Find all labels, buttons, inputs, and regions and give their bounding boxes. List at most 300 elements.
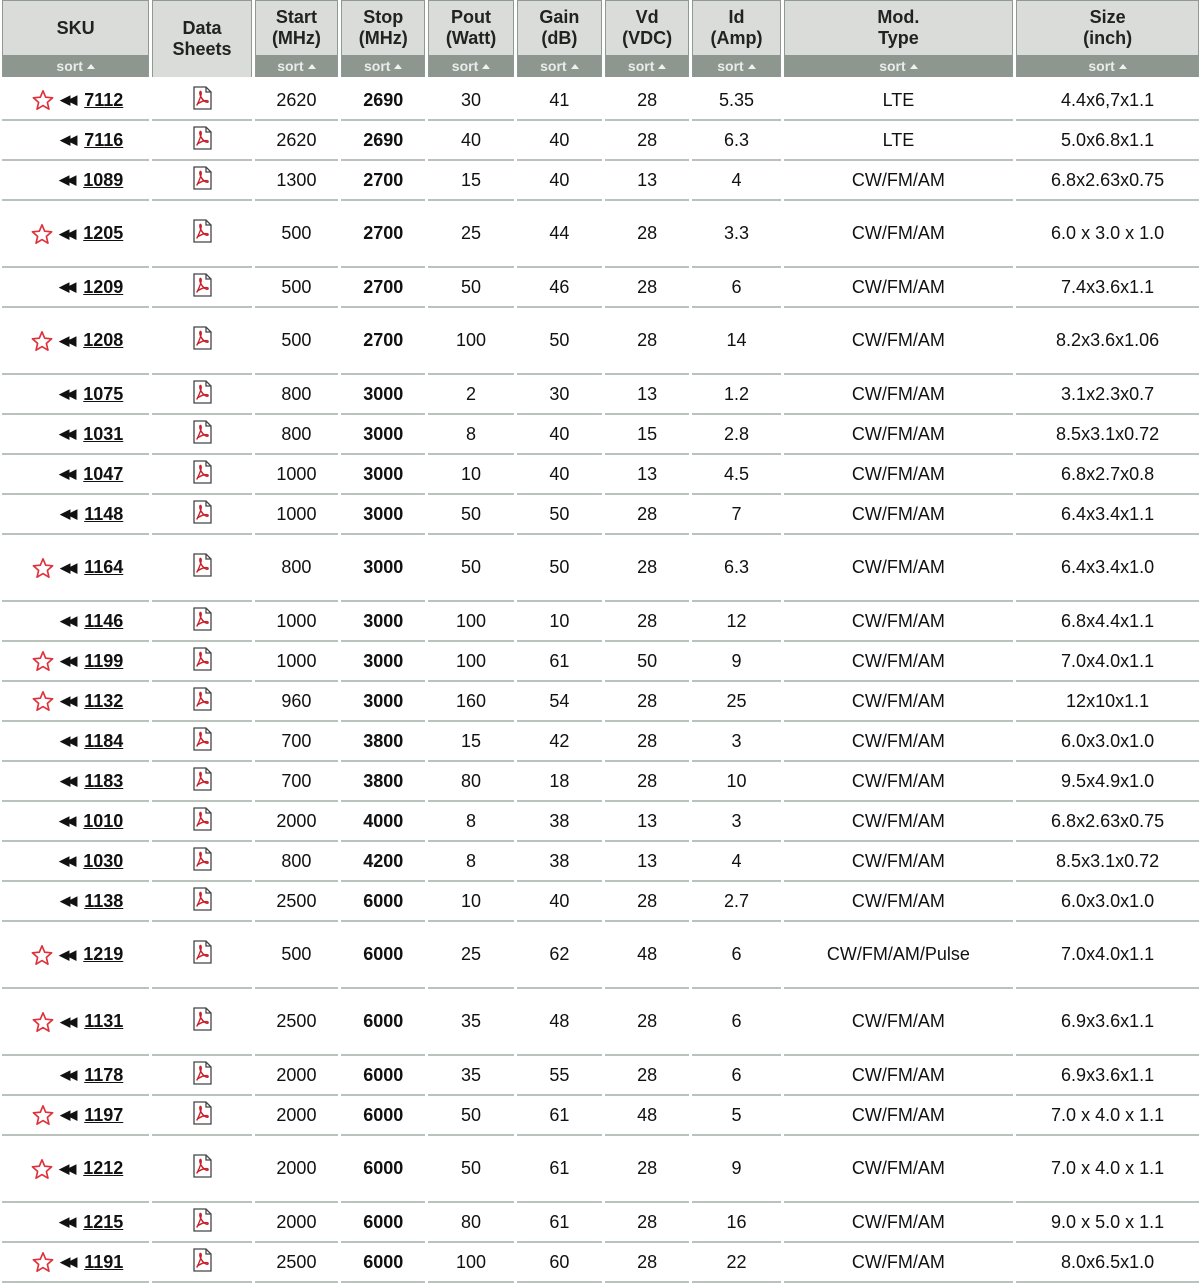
sku-link[interactable]: 1010 bbox=[83, 810, 124, 831]
column-header-label: Id bbox=[728, 7, 745, 27]
double-left-arrow-icon[interactable]: ◀◀ bbox=[60, 1254, 75, 1269]
data-sheet-cell bbox=[152, 1136, 252, 1203]
gain-cell: 40 bbox=[517, 161, 602, 201]
pdf-icon[interactable] bbox=[191, 326, 213, 350]
size-cell: 8.0x6.5x1.0 bbox=[1016, 1243, 1199, 1283]
start-cell: 500 bbox=[255, 268, 338, 308]
stop-cell: 6000 bbox=[341, 1243, 425, 1283]
table-row bbox=[2, 415, 1199, 455]
mod-cell: CW/FM/AM bbox=[784, 722, 1014, 762]
mod-cell: LTE bbox=[784, 121, 1014, 161]
table-row bbox=[2, 495, 1199, 535]
table-row bbox=[2, 602, 1199, 642]
id-cell: 25 bbox=[692, 682, 780, 722]
stop-cell: 6000 bbox=[341, 882, 425, 922]
data-sheet-cell bbox=[152, 201, 252, 268]
pout-cell: 160 bbox=[428, 682, 513, 722]
id-cell: 22 bbox=[692, 1243, 780, 1283]
stop-cell: 3000 bbox=[341, 682, 425, 722]
gain-cell: 61 bbox=[517, 1203, 602, 1243]
sku-cell bbox=[2, 922, 149, 989]
vd-cell: 13 bbox=[605, 161, 689, 201]
mod-cell: CW/FM/AM bbox=[784, 642, 1014, 682]
start-cell: 500 bbox=[255, 201, 338, 268]
double-left-arrow-icon[interactable]: ◀◀ bbox=[59, 813, 74, 828]
vd-cell: 13 bbox=[605, 375, 689, 415]
column-header-label: (dB) bbox=[541, 28, 578, 48]
start-cell: 1000 bbox=[255, 642, 338, 682]
sort-sku-button[interactable] bbox=[3, 55, 148, 77]
stop-cell: 6000 bbox=[341, 922, 425, 989]
gain-cell: 48 bbox=[517, 989, 602, 1056]
gain-cell: 40 bbox=[517, 415, 602, 455]
sku-link[interactable]: 1138 bbox=[84, 890, 124, 911]
gain-cell: 44 bbox=[517, 201, 602, 268]
sku-cell bbox=[2, 882, 149, 922]
stop-cell: 6000 bbox=[341, 1056, 425, 1096]
sku-link[interactable]: 1131 bbox=[84, 1011, 124, 1031]
double-left-arrow-icon[interactable]: ◀◀ bbox=[59, 426, 74, 441]
table-row bbox=[2, 201, 1199, 268]
gain-cell: 41 bbox=[517, 81, 602, 121]
start-cell: 1000 bbox=[255, 455, 338, 495]
star-icon[interactable] bbox=[32, 557, 54, 579]
pdf-icon[interactable] bbox=[191, 1208, 213, 1232]
pdf-icon[interactable] bbox=[191, 727, 213, 751]
sku-link[interactable]: 7116 bbox=[84, 129, 124, 150]
double-left-arrow-icon[interactable]: ◀◀ bbox=[60, 559, 75, 575]
pdf-icon[interactable] bbox=[191, 767, 213, 791]
pout-cell: 100 bbox=[428, 602, 513, 642]
double-left-arrow-icon[interactable]: ◀◀ bbox=[59, 1214, 74, 1229]
pdf-icon[interactable] bbox=[191, 1007, 213, 1031]
sku-link[interactable]: 1164 bbox=[84, 557, 124, 577]
sku-link[interactable]: 1178 bbox=[84, 1064, 124, 1085]
star-icon[interactable] bbox=[31, 944, 53, 966]
double-left-arrow-icon[interactable]: ◀◀ bbox=[60, 733, 75, 748]
mod-cell: CW/FM/AM bbox=[784, 201, 1014, 268]
sku-cell bbox=[2, 1056, 149, 1096]
double-left-arrow-icon[interactable]: ◀◀ bbox=[60, 1067, 75, 1082]
sku-link[interactable]: 1047 bbox=[83, 463, 124, 484]
pdf-icon[interactable] bbox=[191, 1101, 213, 1125]
double-left-arrow-icon[interactable]: ◀◀ bbox=[60, 773, 75, 788]
id-cell: 9 bbox=[692, 642, 780, 682]
sort-ascending-icon bbox=[394, 64, 402, 69]
pdf-icon[interactable] bbox=[191, 1248, 213, 1272]
mod-cell: LTE bbox=[784, 81, 1014, 121]
data-sheet-cell bbox=[152, 882, 252, 922]
table-body bbox=[2, 81, 1199, 1283]
column-header-label: Data bbox=[182, 18, 222, 38]
data-sheet-cell bbox=[152, 642, 252, 682]
mod-cell: CW/FM/AM bbox=[784, 308, 1014, 375]
vd-cell: 28 bbox=[605, 268, 689, 308]
table-row bbox=[2, 81, 1199, 121]
table-row bbox=[2, 455, 1199, 495]
mod-cell: CW/FM/AM bbox=[784, 1243, 1014, 1283]
sku-cell bbox=[2, 762, 149, 802]
data-sheet-cell bbox=[152, 682, 252, 722]
table-row bbox=[2, 1136, 1199, 1203]
sku-link[interactable]: 1075 bbox=[83, 383, 124, 404]
pdf-icon[interactable] bbox=[191, 219, 213, 243]
size-cell: 4.4x6,7x1.1 bbox=[1016, 81, 1199, 121]
sort-start-button[interactable] bbox=[256, 55, 337, 77]
sort-id-button[interactable] bbox=[693, 55, 779, 77]
double-left-arrow-icon[interactable]: ◀◀ bbox=[60, 1013, 75, 1029]
double-left-arrow-icon[interactable]: ◀◀ bbox=[60, 132, 75, 147]
vd-cell: 28 bbox=[605, 81, 689, 121]
column-header-label: Type bbox=[878, 28, 919, 48]
vd-cell: 28 bbox=[605, 1243, 689, 1283]
stop-cell: 3000 bbox=[341, 455, 425, 495]
start-cell: 2620 bbox=[255, 81, 338, 121]
mod-cell: CW/FM/AM bbox=[784, 1203, 1014, 1243]
sort-stop-button[interactable] bbox=[342, 55, 424, 77]
pout-cell: 50 bbox=[428, 535, 513, 602]
sku-link[interactable]: 1215 bbox=[83, 1211, 124, 1232]
star-icon[interactable] bbox=[31, 223, 53, 245]
sku-link[interactable]: 1031 bbox=[83, 423, 124, 444]
double-left-arrow-icon[interactable]: ◀◀ bbox=[59, 946, 74, 962]
mod-cell: CW/FM/AM bbox=[784, 1056, 1014, 1096]
vd-cell: 28 bbox=[605, 882, 689, 922]
sku-cell bbox=[2, 495, 149, 535]
header-row bbox=[2, 0, 1199, 77]
id-cell: 3 bbox=[692, 802, 780, 842]
size-cell: 8.5x3.1x0.72 bbox=[1016, 842, 1199, 882]
column-header-label: Start bbox=[275, 7, 317, 27]
pout-cell: 80 bbox=[428, 762, 513, 802]
double-left-arrow-icon[interactable]: ◀◀ bbox=[59, 172, 74, 187]
data-sheet-cell bbox=[152, 495, 252, 535]
mod-cell: CW/FM/AM bbox=[784, 495, 1014, 535]
id-cell: 3.3 bbox=[692, 201, 780, 268]
double-left-arrow-icon[interactable]: ◀◀ bbox=[59, 279, 74, 294]
data-sheet-cell bbox=[152, 1203, 252, 1243]
size-cell: 6.8x2.63x0.75 bbox=[1016, 802, 1199, 842]
start-cell: 1300 bbox=[255, 161, 338, 201]
stop-cell: 2690 bbox=[341, 121, 425, 161]
double-left-arrow-icon[interactable]: ◀◀ bbox=[60, 613, 75, 628]
gain-cell: 60 bbox=[517, 1243, 602, 1283]
data-sheet-cell bbox=[152, 1243, 252, 1283]
data-sheet-cell bbox=[152, 989, 252, 1056]
pout-cell: 35 bbox=[428, 989, 513, 1056]
data-sheet-cell bbox=[152, 455, 252, 495]
double-left-arrow-icon[interactable]: ◀◀ bbox=[59, 386, 74, 401]
size-cell: 7.4x3.6x1.1 bbox=[1016, 268, 1199, 308]
sku-link[interactable]: 1219 bbox=[83, 944, 124, 964]
id-cell: 6.3 bbox=[692, 535, 780, 602]
pout-cell: 15 bbox=[428, 161, 513, 201]
pdf-icon[interactable] bbox=[191, 420, 213, 444]
sku-link[interactable]: 1191 bbox=[84, 1251, 124, 1272]
pout-cell: 10 bbox=[428, 882, 513, 922]
pdf-icon[interactable] bbox=[191, 273, 213, 297]
mod-cell: CW/FM/AM bbox=[784, 682, 1014, 722]
id-cell: 3 bbox=[692, 722, 780, 762]
id-cell: 5.35 bbox=[692, 81, 780, 121]
size-cell: 5.0x6.8x1.1 bbox=[1016, 121, 1199, 161]
column-header-gain bbox=[517, 0, 602, 77]
start-cell: 500 bbox=[255, 308, 338, 375]
column-header-label: (MHz) bbox=[271, 28, 321, 48]
pdf-icon[interactable] bbox=[191, 126, 213, 150]
pout-cell: 30 bbox=[428, 81, 513, 121]
sku-link[interactable]: 1089 bbox=[83, 169, 124, 190]
vd-cell: 50 bbox=[605, 642, 689, 682]
size-cell: 12x10x1.1 bbox=[1016, 682, 1199, 722]
pdf-icon[interactable] bbox=[191, 166, 213, 190]
column-header-label: (Amp) bbox=[710, 28, 763, 48]
pdf-icon[interactable] bbox=[191, 553, 213, 577]
sku-cell bbox=[2, 602, 149, 642]
stop-cell: 6000 bbox=[341, 1203, 425, 1243]
double-left-arrow-icon[interactable]: ◀◀ bbox=[60, 653, 75, 668]
size-cell: 6.9x3.6x1.1 bbox=[1016, 1056, 1199, 1096]
vd-cell: 28 bbox=[605, 535, 689, 602]
column-header-label: Gain bbox=[539, 7, 580, 27]
pdf-icon[interactable] bbox=[191, 500, 213, 524]
sku-link[interactable]: 1205 bbox=[83, 223, 124, 243]
gain-cell: 61 bbox=[517, 1136, 602, 1203]
start-cell: 700 bbox=[255, 762, 338, 802]
sort-ascending-icon bbox=[658, 64, 666, 69]
sku-cell bbox=[2, 722, 149, 762]
column-header-label: Vd bbox=[635, 7, 659, 27]
pdf-icon[interactable] bbox=[191, 86, 213, 110]
column-header-label: (VDC) bbox=[622, 28, 673, 48]
sort-label: sort bbox=[879, 58, 906, 74]
column-header-label: (Watt) bbox=[445, 28, 497, 48]
star-icon[interactable] bbox=[31, 1158, 53, 1180]
table-row bbox=[2, 375, 1199, 415]
mod-cell: CW/FM/AM bbox=[784, 989, 1014, 1056]
gain-cell: 54 bbox=[517, 682, 602, 722]
pdf-icon[interactable] bbox=[191, 607, 213, 631]
pdf-icon[interactable] bbox=[191, 460, 213, 484]
data-sheet-cell bbox=[152, 375, 252, 415]
star-icon[interactable] bbox=[32, 690, 54, 712]
sku-cell bbox=[2, 535, 149, 602]
id-cell: 16 bbox=[692, 1203, 780, 1243]
pdf-icon[interactable] bbox=[191, 807, 213, 831]
star-icon[interactable] bbox=[32, 1251, 54, 1273]
table-row bbox=[2, 842, 1199, 882]
column-header-id bbox=[692, 0, 780, 77]
id-cell: 14 bbox=[692, 308, 780, 375]
star-icon[interactable] bbox=[32, 89, 54, 111]
stop-cell: 3000 bbox=[341, 495, 425, 535]
star-icon[interactable] bbox=[32, 650, 54, 672]
mod-cell: CW/FM/AM bbox=[784, 375, 1014, 415]
pout-cell: 8 bbox=[428, 802, 513, 842]
pdf-icon[interactable] bbox=[191, 1154, 213, 1178]
data-sheet-cell bbox=[152, 922, 252, 989]
mod-cell: CW/FM/AM bbox=[784, 161, 1014, 201]
sku-link[interactable]: 1197 bbox=[84, 1104, 124, 1125]
double-left-arrow-icon[interactable]: ◀◀ bbox=[60, 693, 75, 708]
sku-link[interactable]: 1208 bbox=[83, 330, 124, 350]
sku-link[interactable]: 1212 bbox=[83, 1158, 124, 1178]
size-cell: 7.0 x 4.0 x 1.1 bbox=[1016, 1136, 1199, 1203]
id-cell: 7 bbox=[692, 495, 780, 535]
pout-cell: 40 bbox=[428, 121, 513, 161]
column-header-pout bbox=[428, 0, 513, 77]
table-row bbox=[2, 121, 1199, 161]
sort-gain-button[interactable] bbox=[518, 55, 601, 77]
pout-cell: 50 bbox=[428, 268, 513, 308]
pout-cell: 15 bbox=[428, 722, 513, 762]
sort-label: sort bbox=[277, 58, 304, 74]
table-row bbox=[2, 642, 1199, 682]
stop-cell: 3000 bbox=[341, 602, 425, 642]
sort-label: sort bbox=[717, 58, 744, 74]
mod-cell: CW/FM/AM bbox=[784, 1096, 1014, 1136]
table-row bbox=[2, 882, 1199, 922]
stop-cell: 4200 bbox=[341, 842, 425, 882]
sku-link[interactable]: 1132 bbox=[84, 690, 124, 711]
sku-cell bbox=[2, 682, 149, 722]
sort-pout-button[interactable] bbox=[429, 55, 512, 77]
column-header-label: SKU bbox=[56, 17, 95, 38]
pdf-icon[interactable] bbox=[191, 687, 213, 711]
sku-link[interactable]: 1209 bbox=[83, 276, 124, 297]
sku-cell bbox=[2, 1136, 149, 1203]
size-cell: 6.8x4.4x1.1 bbox=[1016, 602, 1199, 642]
sku-cell bbox=[2, 642, 149, 682]
double-left-arrow-icon[interactable]: ◀◀ bbox=[59, 466, 74, 481]
id-cell: 6 bbox=[692, 922, 780, 989]
vd-cell: 28 bbox=[605, 121, 689, 161]
sku-link[interactable]: 1183 bbox=[84, 770, 124, 791]
pout-cell: 2 bbox=[428, 375, 513, 415]
double-left-arrow-icon[interactable]: ◀◀ bbox=[60, 92, 75, 107]
pout-cell: 80 bbox=[428, 1203, 513, 1243]
sku-link[interactable]: 1148 bbox=[84, 503, 124, 524]
data-sheet-cell bbox=[152, 415, 252, 455]
pdf-icon[interactable] bbox=[191, 887, 213, 911]
double-left-arrow-icon[interactable]: ◀◀ bbox=[59, 1160, 74, 1176]
vd-cell: 28 bbox=[605, 308, 689, 375]
column-header-vd bbox=[605, 0, 689, 77]
sort-label: sort bbox=[364, 58, 391, 74]
stop-cell: 2700 bbox=[341, 308, 425, 375]
sort-vd-button[interactable] bbox=[606, 55, 688, 77]
star-icon[interactable] bbox=[31, 330, 53, 352]
table-row bbox=[2, 1096, 1199, 1136]
mod-cell: CW/FM/AM bbox=[784, 268, 1014, 308]
column-header-stop bbox=[341, 0, 425, 77]
double-left-arrow-icon[interactable]: ◀◀ bbox=[59, 332, 74, 348]
id-cell: 4.5 bbox=[692, 455, 780, 495]
column-header-size bbox=[1016, 0, 1199, 77]
double-left-arrow-icon[interactable]: ◀◀ bbox=[59, 225, 74, 241]
double-left-arrow-icon[interactable]: ◀◀ bbox=[60, 893, 75, 908]
start-cell: 2000 bbox=[255, 1136, 338, 1203]
sku-link[interactable]: 1030 bbox=[83, 850, 124, 871]
sku-cell bbox=[2, 375, 149, 415]
table-row bbox=[2, 722, 1199, 762]
id-cell: 6 bbox=[692, 1056, 780, 1096]
pdf-icon[interactable] bbox=[191, 940, 213, 964]
data-sheet-cell bbox=[152, 161, 252, 201]
sort-ascending-icon bbox=[308, 64, 316, 69]
gain-cell: 50 bbox=[517, 495, 602, 535]
start-cell: 2000 bbox=[255, 1056, 338, 1096]
double-left-arrow-icon[interactable]: ◀◀ bbox=[59, 853, 74, 868]
double-left-arrow-icon[interactable]: ◀◀ bbox=[60, 1107, 75, 1122]
star-icon[interactable] bbox=[32, 1011, 54, 1033]
pdf-icon[interactable] bbox=[191, 380, 213, 404]
column-header-label: Pout bbox=[451, 7, 492, 27]
table-row bbox=[2, 161, 1199, 201]
vd-cell: 13 bbox=[605, 802, 689, 842]
id-cell: 5 bbox=[692, 1096, 780, 1136]
sort-label: sort bbox=[451, 58, 479, 74]
column-header-mod bbox=[784, 0, 1014, 77]
start-cell: 1000 bbox=[255, 495, 338, 535]
sku-link[interactable]: 7112 bbox=[84, 89, 124, 110]
start-cell: 700 bbox=[255, 722, 338, 762]
sku-cell bbox=[2, 1243, 149, 1283]
sku-cell bbox=[2, 802, 149, 842]
start-cell: 2000 bbox=[255, 1096, 338, 1136]
mod-cell: CW/FM/AM bbox=[784, 415, 1014, 455]
sku-link[interactable]: 1146 bbox=[84, 610, 124, 631]
stop-cell: 3000 bbox=[341, 642, 425, 682]
start-cell: 500 bbox=[255, 922, 338, 989]
id-cell: 2.8 bbox=[692, 415, 780, 455]
table-row bbox=[2, 535, 1199, 602]
sku-cell bbox=[2, 1203, 149, 1243]
double-left-arrow-icon[interactable]: ◀◀ bbox=[60, 506, 75, 521]
pdf-icon[interactable] bbox=[191, 1061, 213, 1085]
sku-link[interactable]: 1199 bbox=[84, 650, 124, 671]
table-row bbox=[2, 308, 1199, 375]
data-sheet-cell bbox=[152, 81, 252, 121]
vd-cell: 28 bbox=[605, 201, 689, 268]
sort-size-button[interactable] bbox=[1017, 55, 1198, 77]
star-icon[interactable] bbox=[32, 1104, 54, 1126]
gain-cell: 50 bbox=[517, 535, 602, 602]
vd-cell: 28 bbox=[605, 602, 689, 642]
pdf-icon[interactable] bbox=[191, 647, 213, 671]
column-header-sku bbox=[2, 0, 149, 77]
start-cell: 800 bbox=[255, 842, 338, 882]
pout-cell: 50 bbox=[428, 1136, 513, 1203]
size-cell: 7.0x4.0x1.1 bbox=[1016, 642, 1199, 682]
sku-link[interactable]: 1184 bbox=[84, 730, 124, 751]
size-cell: 9.5x4.9x1.0 bbox=[1016, 762, 1199, 802]
table-row bbox=[2, 268, 1199, 308]
id-cell: 9 bbox=[692, 1136, 780, 1203]
size-cell: 6.0 x 3.0 x 1.0 bbox=[1016, 201, 1199, 268]
sort-mod-button[interactable] bbox=[785, 55, 1013, 77]
gain-cell: 42 bbox=[517, 722, 602, 762]
pdf-icon[interactable] bbox=[191, 847, 213, 871]
column-header-start bbox=[255, 0, 338, 77]
column-header-data_sheets bbox=[152, 0, 252, 77]
stop-cell: 3800 bbox=[341, 762, 425, 802]
sku-cell bbox=[2, 161, 149, 201]
stop-cell: 6000 bbox=[341, 989, 425, 1056]
gain-cell: 55 bbox=[517, 1056, 602, 1096]
sort-ascending-icon bbox=[748, 64, 756, 69]
gain-cell: 10 bbox=[517, 602, 602, 642]
